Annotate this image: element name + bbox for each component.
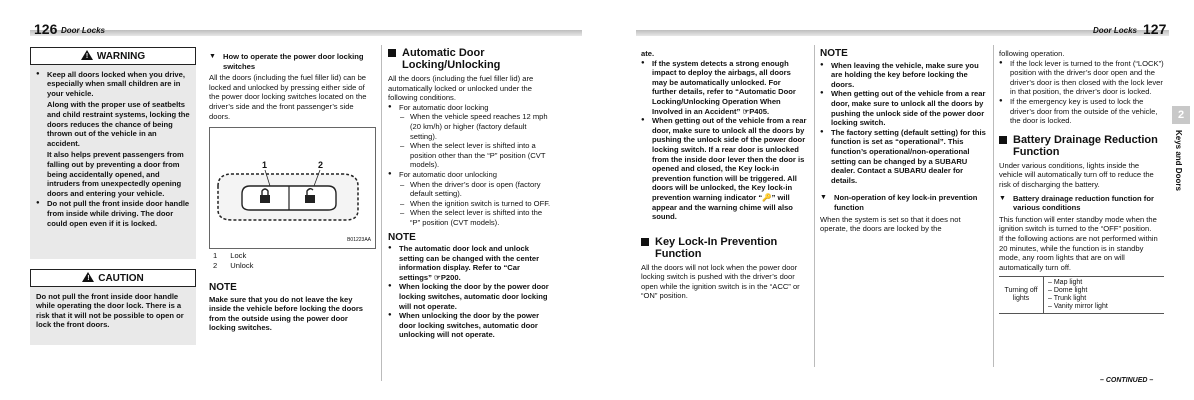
unlock-condition: – When the select lever is shifted into the “P” position (CVT models). [398,208,553,227]
callout-2: 2 [318,160,324,170]
figure-legend [213,251,373,270]
legend-item: 1 Lock [213,251,247,260]
standby-text: This function will enter standby mode when the ignition switch is turned to the “OFF” position. [999,214,1157,234]
battery-text: Under various conditions, lights inside the vehicle will automatically turn off to reduce the risk of discharging the battery. [999,160,1154,189]
column-divider [381,45,382,381]
note-heading: NOTE [209,282,237,293]
warning-extra: Along with the proper use of seatbelts and child restraint systems, locking the doors reduces the chance of being thrown out of the vehicle in an accident. [47,100,190,148]
caution-triangle-icon: ! [82,272,94,282]
right-column-2 [820,47,986,234]
note-item: ● When getting out of the vehicle from a rear door, make sure to unlock all the doors by pushing the unlock side of the power door locking switch. [820,89,986,127]
warning-heading: ! WARNING [30,47,196,65]
chapter-tab: 2 [1172,106,1190,124]
lights-off-text: If the following actions are not performed within 20 minutes, while the function is in standby mode, any room lights that are on will automatically turn off. [999,233,1158,272]
table-item: – Dome light [1048,287,1088,295]
header-rule-left [30,30,582,36]
note-item: ● When leaving the vehicle, make sure you are holding the key before locking the doors. [820,61,986,90]
subheading-non-operation: ▼ Non-operation of key lock-in prevention function [820,193,986,212]
unlock-condition: – When the driver’s door is open (factory default setting). [398,180,553,199]
caution-box [30,269,196,345]
unlock-condition: – When the ignition switch is turned to OFF. [398,199,553,209]
continued-text: ate. [641,49,655,58]
note-item: ● When unlocking the door by the power door locking switches, automatic door unlocking will not operate. [388,311,553,340]
right-column-1 [641,49,807,301]
chapter-side-label: Keys and Doors [1174,130,1183,191]
note-item: ● The automatic door lock and unlock setting can be changed with the center information display. Refer to “Car settings” ☞P200. [388,244,553,282]
non-operation-text: When the system is set so that it does not operate, the doors are locked by the [820,214,961,234]
lights-table [999,276,1164,314]
caution-heading: ! CAUTION [30,269,196,287]
lock-condition: – When the select lever is shifted into a position other than the “P” position (CVT models). [398,141,553,170]
header-rule-right [636,30,1169,36]
left-note-2 [209,281,374,333]
section-heading-battery: Battery Drainage Reduction Function [999,134,1164,158]
subheading-battery-conditions: ▼ Battery drainage reduction function for various conditions [999,194,1164,213]
page-number-right: 127 [1143,21,1167,37]
list-item: ● When getting out of the vehicle from a rear door, make sure to unlock all the doors by pushing the unlock side of the power door locking switch. If a rear door is unlocked from the inside door lever then the door is opened and closed, the Key lock-in prevention function will be triggered. All doors will be unlocked, the Key lock-in prevention warning indicator “🔑” will appear and the warning chime will also sound. [641,116,807,222]
table-item: – Vanity mirror light [1048,303,1108,311]
callout-1: 1 [262,160,268,170]
auto-lock-intro: All the doors (including the fuel filler lid) are automatically locked or unlocked under the following conditions. [388,74,534,103]
table-item: – Map light [1048,279,1083,287]
key-lockin-text: All the doors will not lock when the power door locking switch is pushed with the driver’s door open while the ignition switch is in the “ACC” or “ON” position. [641,262,800,301]
lock-condition-label: ● For automatic door locking [388,103,553,113]
note-heading: NOTE [820,48,848,59]
note-item: ● When locking the door by the power door locking switches, automatic door locking will not operate. [388,282,553,311]
page-number-left: 126 [34,21,58,37]
warning-extra: It also helps prevent passengers from falling out by preventing a door from being accidentally opened, and intruders from unexpectedly opening doors and entering your vehicle. [47,150,184,198]
right-column-3 [999,49,1164,314]
door-switch-illustration [210,128,375,248]
unlock-condition-label: ● For automatic door unlocking [388,170,553,180]
warning-item: ● Keep all doors locked when you drive, especially when small children are in your vehicle. Along with the proper use of seatbelts and child restraint systems, locking the doors reduces the chance of being thrown out of the vehicle in an accident. It also helps prevent passengers from falling out by preventing a door from being accidentally opened, and intruders from unexpectedly opening doors and entering your vehicle. [36,70,191,199]
left-column-3 [388,47,553,340]
power-locks-body: All the doors (including the fuel filler lid) can be locked and unlocked by pressing either side of the power door locking switches located on the driver’s side and the front passenger’s side doors. [209,73,367,121]
lock-condition: – When the vehicle speed reaches 12 mph (20 km/h) or higher (factory default setting). [398,112,553,141]
table-label: Turning off lights [999,277,1044,313]
warning-item: ● Do not pull the front inside door handle from inside while driving. The door could open even if it is locked. [36,199,191,228]
list-item: ● If the emergency key is used to lock the driver’s door from the outside of the vehicle, the door is locked. [999,97,1164,126]
note-item: ● The factory setting (default setting) for this function is set as “operational”. This function’s operational/non-operational setting can be changed by a SUBARU dealer. Contact a SUBARU dealer for details. [820,128,986,186]
warning-box [30,47,196,259]
caution-text: Do not pull the front inside door handle while operating the door lock. There is a risk that it will not be possible to open or lock the front doors. [36,291,184,330]
figure-code: B01223AA [347,237,371,243]
section-heading-auto-lock: Automatic Door Locking/Unlocking [388,47,553,71]
continued-marker: – CONTINUED – [1100,377,1154,384]
table-item: – Trunk light [1048,295,1087,303]
section-heading-key-lockin: Key Lock-In Prevention Function [641,236,807,260]
list-item: ● If the lock lever is turned to the front (“LOCK”) position with the driver’s door open and the driver’s door is then closed with the lock lever in that position, the driver’s door is locked. [999,59,1164,97]
following-operation: following operation. [999,49,1065,58]
subheading-power-locks: ▼ How to operate the power door locking switches [209,52,374,71]
note-text: Make sure that you do not leave the key inside the vehicle before locking the doors from the outside using the power door locking switches. [209,294,364,333]
left-column-2 [209,52,374,121]
page-title-right: Door Locks [1093,26,1138,35]
list-item: ● If the system detects a strong enough impact to deploy the airbags, all doors may be automatically unlocked. For further details, refer to “Automatic Door Locking/Unlocking Operation When Involved in an Accident” ☞P405. [641,59,807,117]
note-heading: NOTE [388,231,416,243]
page-title-left: Door Locks [61,26,106,35]
warning-triangle-icon: ! [81,50,93,60]
column-divider [814,45,815,367]
legend-item: 2 Unlock [213,260,254,270]
switch-figure [209,127,376,249]
column-divider [993,45,994,367]
